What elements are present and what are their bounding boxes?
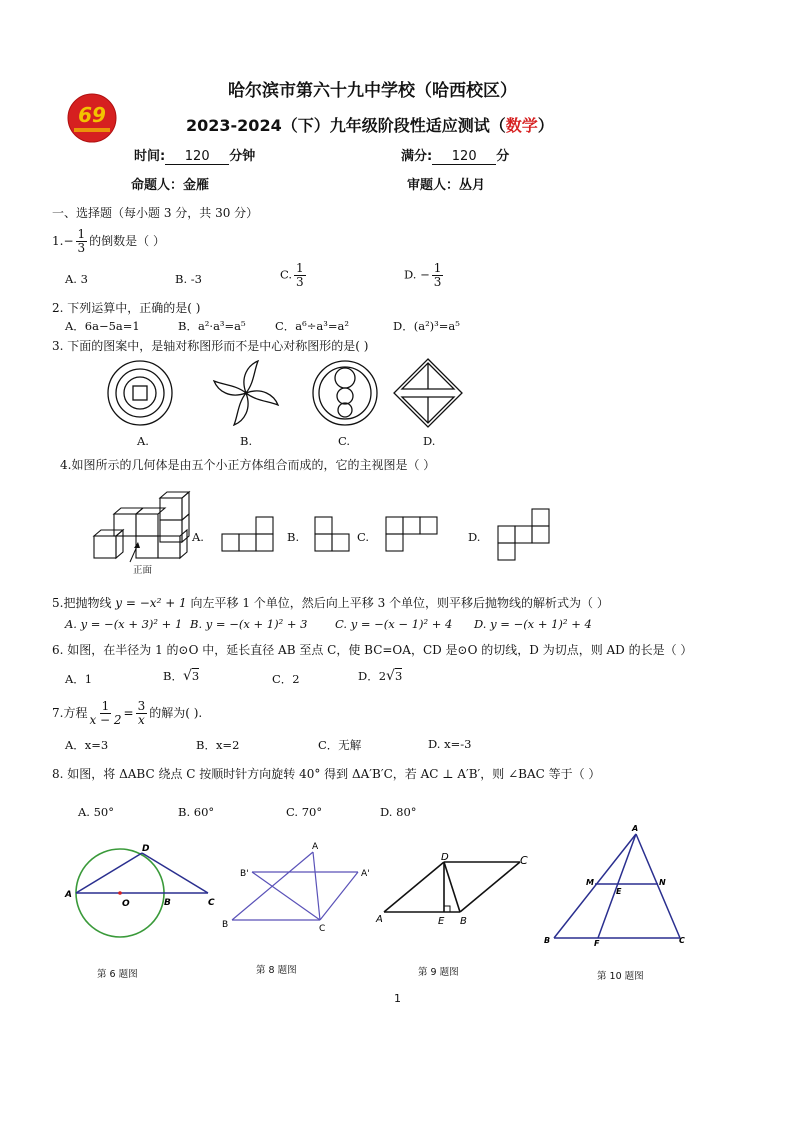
q1-option-c[interactable]: C. $\frac{1}{3}$ xyxy=(280,261,304,289)
question-6-stem: 6. 如图，在半径为 1 的⊙O 中，延长直径 AB 至点 C，使 BC=OA，CD 是⊙O 的切线，D 为切点，则 AD 的长是（ ） xyxy=(52,643,693,657)
q6-option-d[interactable]: D．2√3 xyxy=(358,668,403,684)
exam-time: 时间: 120 分钟 xyxy=(134,149,256,164)
q4-option-c[interactable]: C. xyxy=(357,530,370,544)
q5-option-d[interactable]: D. y = −(x + 1)² + 4 xyxy=(474,617,592,631)
figure-10-caption: 第 10 题图 xyxy=(597,971,644,982)
q3-figure-c xyxy=(310,358,380,428)
fig9-label-d: D xyxy=(441,852,449,863)
page-title: 哈尔滨市第六十九中学校（哈西校区） xyxy=(228,81,517,101)
fig8-label-a: A xyxy=(312,842,319,852)
q3-option-b[interactable]: B. xyxy=(240,434,253,448)
figure-10 xyxy=(540,822,690,946)
figure-8 xyxy=(220,842,380,940)
author: 命题人：金雁 xyxy=(131,178,210,193)
reviewer: 审题人：丛月 xyxy=(407,178,486,193)
figure-6 xyxy=(60,838,220,944)
q8-option-d[interactable]: D. 80° xyxy=(380,805,417,819)
question-5-stem: 5.把抛物线 y = −x² + 1 向左平移 1 个单位，然后向上平移 3 个单位，则平移后抛物线的解析式为（ ） xyxy=(52,596,609,610)
page-number: 1 xyxy=(394,992,401,1005)
q3-option-c[interactable]: C. xyxy=(338,434,351,448)
section-title: 一、选择题（每小题 3 分，共 30 分） xyxy=(52,206,259,220)
q4-view-d xyxy=(496,508,550,562)
q7-option-c[interactable]: C．无解 xyxy=(318,738,362,752)
q2-option-a[interactable]: A．6a−5a=1 xyxy=(65,319,140,333)
fig8-label-a2: A' xyxy=(361,869,370,879)
q8-option-c[interactable]: C. 70° xyxy=(286,805,323,819)
question-2-stem: 2. 下列运算中，正确的是( ) xyxy=(52,301,201,315)
q2-option-b[interactable]: B．a²·a³=a⁵ xyxy=(178,319,246,333)
fig10-label-f: F xyxy=(594,939,600,948)
fig6-label-c: C xyxy=(208,898,215,908)
fig6-label-o: O xyxy=(122,899,130,909)
q4-front-label: 正面 xyxy=(133,565,153,576)
fig8-label-b: B xyxy=(222,920,229,930)
exam-score: 满分: 120 分 xyxy=(401,149,510,164)
q6-option-c[interactable]: C．2 xyxy=(272,672,300,686)
subject-label: 数学 xyxy=(505,116,538,135)
q4-option-a[interactable]: A. xyxy=(192,530,204,544)
q4-solid-figure xyxy=(90,490,190,570)
figure-9-caption: 第 9 题图 xyxy=(418,967,459,978)
q5-option-b[interactable]: B. y = −(x + 1)² + 3 xyxy=(190,617,308,631)
q3-option-a[interactable]: A. xyxy=(137,434,149,448)
q2-option-c[interactable]: C．a⁶÷a³=a² xyxy=(275,319,349,333)
figure-8-caption: 第 8 题图 xyxy=(256,965,297,976)
q2-option-d[interactable]: D．(a²)³=a⁵ xyxy=(393,319,460,333)
q3-figure-a xyxy=(105,358,175,428)
page-subtitle: 2023-2024（下）九年级阶段性适应测试（数学） xyxy=(186,116,554,135)
q1-option-d[interactable]: D. − $\frac{1}{3}$ xyxy=(404,261,442,289)
q4-view-a xyxy=(220,516,274,552)
q4-view-b xyxy=(313,516,351,552)
q5-option-c[interactable]: C. y = −(x − 1)² + 4 xyxy=(335,617,453,631)
question-4-stem: 4.如图所示的几何体是由五个小正方体组合而成的，它的主视图是（ ） xyxy=(60,458,436,472)
school-logo xyxy=(66,92,118,144)
q3-figure-b xyxy=(210,357,282,429)
question-1-stem: 1.− $\frac{1}{3}$ 的倒数是（ ） xyxy=(52,227,165,255)
q8-option-b[interactable]: B. 60° xyxy=(178,805,215,819)
figure-9 xyxy=(374,850,534,932)
q6-option-b[interactable]: B．√3 xyxy=(163,668,200,684)
question-8-stem: 8. 如图，将 ΔABC 绕点 C 按顺时针方向旋转 40° 得到 ΔA′B′C，若 AC ⊥ A′B′，则 ∠BAC 等于（ ） xyxy=(52,767,601,781)
q4-option-b[interactable]: B. xyxy=(287,530,300,544)
q7-option-b[interactable]: B．x=2 xyxy=(196,738,240,752)
fig9-label-a: A xyxy=(376,914,383,925)
fig6-label-d: D xyxy=(142,844,150,854)
fig10-label-c: C xyxy=(679,936,685,945)
fig10-label-e: E xyxy=(616,887,622,896)
fig6-label-b: B xyxy=(164,898,171,908)
logo-number: 69 xyxy=(78,103,106,127)
fig9-label-e: E xyxy=(438,916,445,927)
q7-option-a[interactable]: A．x=3 xyxy=(65,738,109,752)
q7-option-d[interactable]: D. x=-3 xyxy=(428,737,472,751)
q1-option-b[interactable]: B. -3 xyxy=(175,272,202,286)
q3-figure-d xyxy=(392,357,464,429)
q3-option-d[interactable]: D. xyxy=(423,434,436,448)
fig9-label-c: C xyxy=(520,854,528,867)
question-3-stem: 3. 下面的图案中，是轴对称图形而不是中心对称图形的是( ) xyxy=(52,339,369,353)
q4-view-c xyxy=(384,516,438,552)
q8-option-a[interactable]: A. 50° xyxy=(78,805,114,819)
fig10-label-a: A xyxy=(632,824,639,833)
q4-option-d[interactable]: D. xyxy=(468,530,481,544)
fig8-label-b2: B' xyxy=(240,869,249,879)
fig10-label-m: M xyxy=(586,878,594,887)
fig10-label-n: N xyxy=(659,878,666,887)
figure-6-caption: 第 6 题图 xyxy=(97,969,138,980)
question-7-stem: 7.方程 $\frac{1}{x - 2}$ = $\frac{3}{x}$ 的解为( ). xyxy=(52,699,203,727)
q6-option-a[interactable]: A．1 xyxy=(65,672,93,686)
fig8-label-c: C xyxy=(319,924,326,934)
fig10-label-b: B xyxy=(544,936,551,945)
fig9-label-b: B xyxy=(460,916,467,927)
fig6-label-a: A xyxy=(65,890,72,900)
q1-option-a[interactable]: A. 3 xyxy=(65,272,88,286)
q5-option-a[interactable]: A. y = −(x + 3)² + 1 xyxy=(65,617,183,631)
